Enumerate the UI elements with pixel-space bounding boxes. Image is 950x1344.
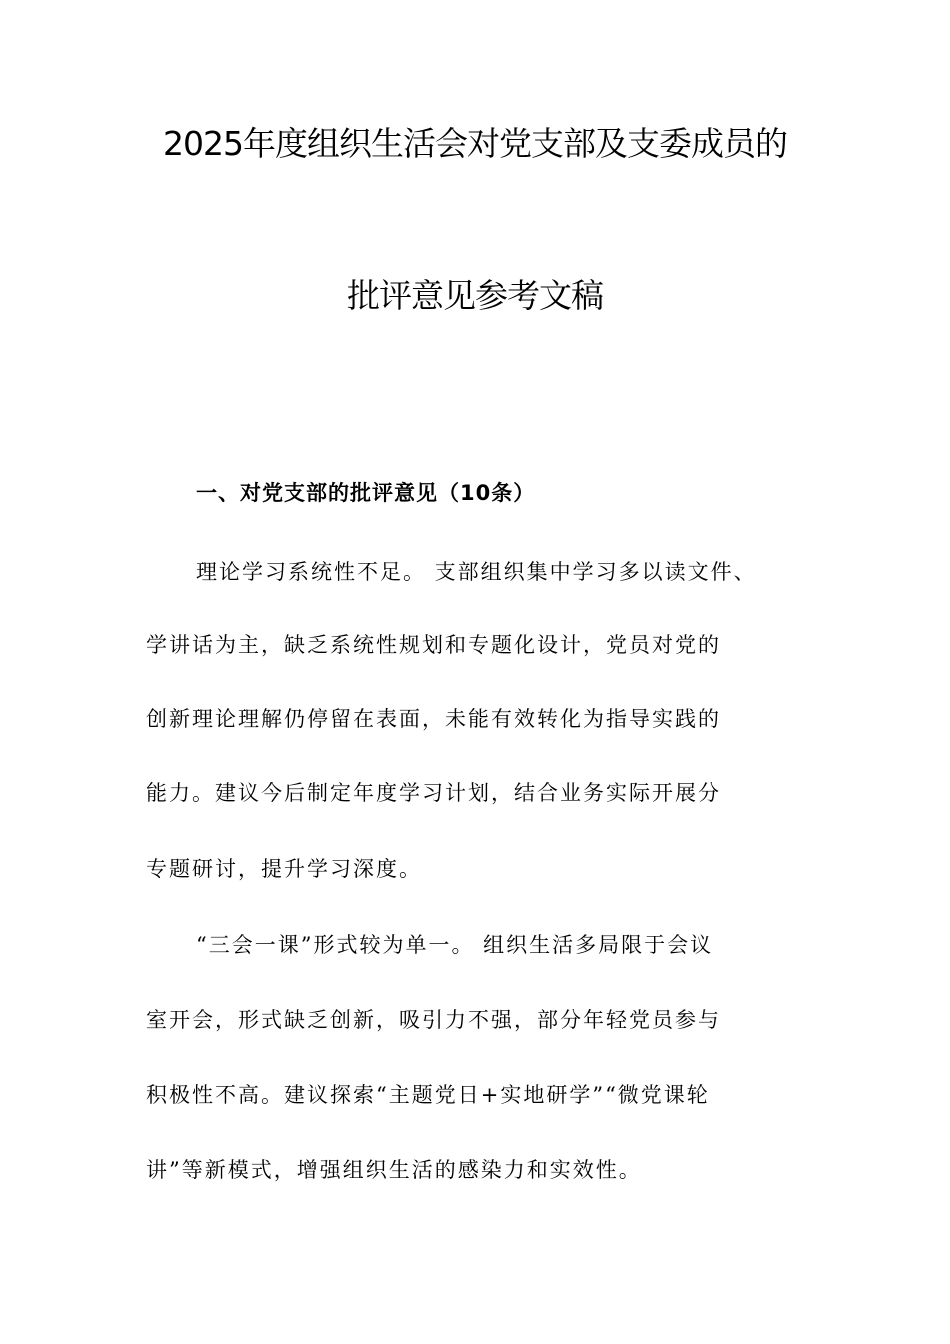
paragraph-2-line-2: 室开会，形式缺乏创新，吸引力不强，部分年轻党员参与	[146, 1008, 721, 1032]
document-title-line-1: 2025年度组织生活会对党支部及支委成员的	[163, 124, 787, 163]
section-1-heading: 一、对党支部的批评意见（10条）	[196, 481, 536, 505]
document-title-line-2: 批评意见参考文稿	[347, 276, 603, 315]
paragraph-1-line-3: 创新理论理解仍停留在表面，未能有效转化为指导实践的	[146, 707, 721, 731]
paragraph-1-line-1: 理论学习系统性不足。 支部组织集中学习多以读文件、	[196, 560, 757, 584]
paragraph-1-line-4: 能力。建议今后制定年度学习计划，结合业务实际开展分	[146, 781, 721, 805]
paragraph-2-line-4: 讲”等新模式，增强组织生活的感染力和实效性。	[146, 1158, 642, 1182]
paragraph-2-line-1: “三会一课”形式较为单一。 组织生活多局限于会议	[196, 933, 714, 957]
paragraph-1-line-5: 专题研讨，提升学习深度。	[146, 857, 422, 881]
paragraph-1-line-2: 学讲话为主，缺乏系统性规划和专题化设计，党员对党的	[146, 633, 721, 657]
paragraph-2-line-3: 积极性不高。建议探索“主题党日+实地研学”“微党课轮	[146, 1083, 710, 1107]
